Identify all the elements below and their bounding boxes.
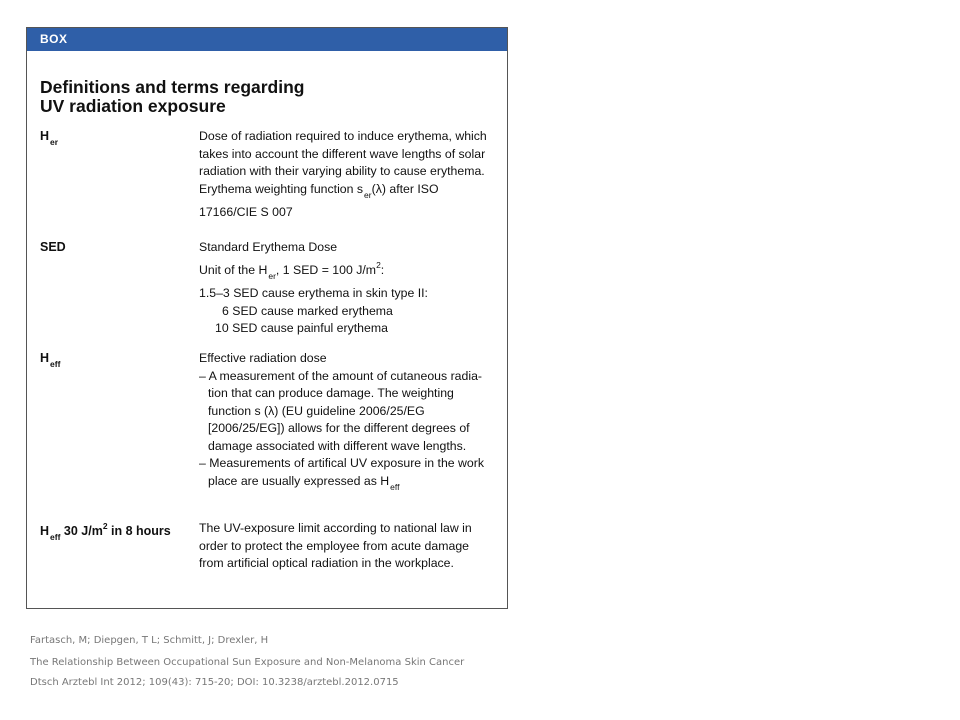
- term-sed: SED: [40, 240, 66, 254]
- citation-title: The Relationship Between Occupational Sun Exposure and Non-Melanoma Skin Cancer: [30, 657, 465, 668]
- citation-source: Dtsch Arztebl Int 2012; 109(43): 715-20; DOI: 10.3238/arztebl.2012.0715: [30, 677, 399, 688]
- definition-line: radiation with their varying ability to cause erythema.: [199, 164, 485, 178]
- definition-line: from artificial optical radiation in the workplace.: [199, 556, 454, 570]
- definition-line: order to protect the employee from acute damage: [199, 538, 469, 553]
- definition-line: 17166/CIE S 007: [199, 205, 293, 219]
- definition-line: 10 SED cause painful erythema: [215, 321, 388, 335]
- term-h-eff: $H_{eff}$: [40, 351, 61, 369]
- definitions-box: [26, 27, 508, 609]
- definition-h-eff: [199, 350, 499, 496]
- box-header: BOX: [27, 28, 507, 51]
- definition-line: Effective radiation dose: [199, 351, 327, 365]
- box-title: [40, 78, 304, 116]
- definition-line: takes into account the different wave lengths of solar: [199, 146, 486, 161]
- box-title-line2: UV radiation exposure: [40, 96, 226, 116]
- definition-line: Erythema weighting function $s_{er}(\lambda)$ after ISO: [199, 181, 439, 200]
- definition-line: 6 SED cause marked erythema: [222, 303, 393, 318]
- definition-line: place are usually expressed as $H_{eff}$: [208, 473, 400, 492]
- definition-line: – Measurements of artifical UV exposure in the work: [199, 456, 485, 470]
- definition-line: damage associated with different wave lengths.: [208, 438, 467, 453]
- definition-line: Unit of the $H_{er}$, 1 SED = 100 $J/m^2$:: [199, 259, 385, 281]
- definition-h-eff-limit: [199, 520, 499, 573]
- definition-line: The UV-exposure limit according to national law in: [199, 521, 472, 535]
- definition-line: Dose of radiation required to induce erythema, which: [199, 129, 487, 143]
- definition-line: function s (λ) (EU guideline 2006/25/EG: [208, 403, 425, 418]
- citation-authors: Fartasch, M; Diepgen, T L; Schmitt, J; Drexler, H: [30, 635, 269, 646]
- definition-sed: [199, 239, 499, 338]
- term-h-er: $H_{er}$: [40, 129, 59, 147]
- definition-h-er: [199, 128, 499, 222]
- definition-line: – A measurement of the amount of cutaneous radia-: [199, 368, 483, 383]
- definition-line: Standard Erythema Dose: [199, 240, 338, 254]
- definition-line: [2006/25/EG]) allows for the different degrees of: [208, 421, 470, 435]
- term-h-eff-limit: $H_{eff}$ 30 $J/m^2$ in 8 hours: [40, 521, 171, 542]
- definition-line: 1.5–3 SED cause erythema in skin type II:: [199, 286, 428, 300]
- box-title-line1: Definitions and terms regarding: [40, 77, 305, 97]
- definition-line: tion that can produce damage. The weighting: [208, 386, 454, 400]
